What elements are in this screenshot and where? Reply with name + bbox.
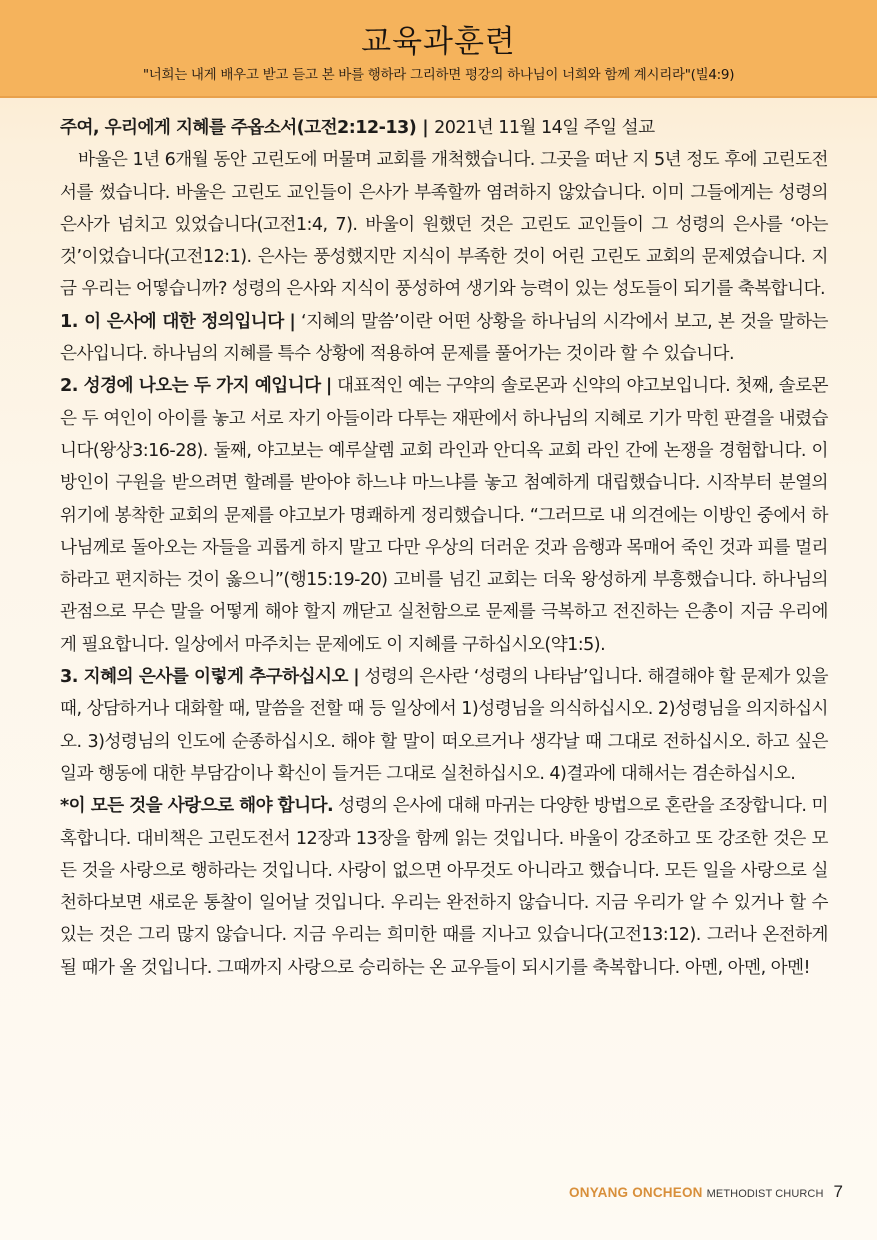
sermon-date: 2021년 11월 14일 주일 설교 bbox=[434, 118, 655, 138]
section-2-body: 대표적인 예는 구약의 솔로몬과 신약의 야고보입니다. 첫째, 솔로몬은 두 여인이 아이를 놓고 서로 자기 아들이라 다투는 재판에서 하나님의 지혜로 기가 막힌 판결을 내렸습니다(왕상3:16-28). 둘째, 야고보는 예루살렘 교회 라인과 안디옥 교회 라인 간에 논쟁을 경험합니다. 이방인이 구원을 받으려면 할례를 받아야 하느냐 마느냐를 놓고 첨예하게 대립했습니다. 시작부터 분열의 위기에 봉착한 교회의 문제를 야고보가 명쾌하게 정리했습니다. “그러므로 내 의견에는 이방인 중에서 하나님께로 돌아오는 자들을 괴롭게 하지 말고 다만 우상의 더러운 것과 음행과 목매어 죽인 것과 피를 멀리하라고 편지하는 것이 옳으니”(행15:19-20) 고비를 넘긴 교회는 더욱 왕성하게 부흥했습니다. 하나님의 관점으로 무슨 말을 어떻게 해야 할지 깨닫고 실천함으로 문제를 극복하고 전진하는 은총이 지금 우리에게 필요합니다. 일상에서 마주치는 문제에도 이 지혜를 구하십시오(약1:5). bbox=[60, 376, 828, 655]
section-2-separator: | bbox=[325, 376, 332, 397]
section-3-body: 성령의 은사란 ‘성령의 나타남’입니다. 해결해야 할 문제가 있을 때, 상담하거나 대화할 때, 말씀을 전할 때 등 일상에서 1)성령님을 의식하십시오. 2)성령님을 의지하십시오. 3)성령님의 인도에 순종하십시오. 해야 할 말이 떠오르거나 생각날 때 그대로 전하십시오. 하고 싶은 일과 행동에 대한 부담감이나 확신이 들거든 그대로 실천하십시오. 4)결과에 대해서는 겸손하십시오. bbox=[60, 667, 828, 784]
church-subtitle: METHODIST CHURCH bbox=[706, 1188, 824, 1200]
section-2 bbox=[60, 370, 828, 661]
section-1-heading: 1. 이 은사에 대한 정의입니다 bbox=[60, 311, 284, 332]
sermon-heading: 주여, 우리에게 지혜를 주옵소서(고전2:12-13) bbox=[60, 118, 417, 138]
section-4-heading: *이 모든 것을 사랑으로 해야 합니다. bbox=[60, 796, 334, 817]
section-3 bbox=[60, 661, 828, 790]
section-3-separator: | bbox=[353, 667, 360, 688]
church-name: ONYANG ONCHEON bbox=[569, 1185, 703, 1200]
section-1 bbox=[60, 306, 828, 371]
section-4 bbox=[60, 790, 828, 984]
section-2-heading: 2. 성경에 나오는 두 가지 예입니다 bbox=[60, 376, 321, 397]
page-number: 7 bbox=[833, 1182, 843, 1201]
section-3-heading: 3. 지혜의 은사를 이렇게 추구하십시오 bbox=[60, 667, 348, 688]
sermon-content bbox=[60, 112, 828, 984]
header-verse: "너희는 내게 배우고 받고 듣고 본 바를 행하라 그리하면 평강의 하나님이 너희와 함께 계시리라"(빌4:9) bbox=[142, 67, 735, 83]
section-1-separator: | bbox=[289, 311, 296, 332]
sermon-title-line bbox=[60, 112, 828, 144]
sermon-intro: 바울은 1년 6개월 동안 고린도에 머물며 교회를 개척했습니다. 그곳을 떠난 지 5년 정도 후에 고린도전서를 썼습니다. 바울은 고린도 교인들이 은사가 부족할까 염려하지 않았습니다. 이미 그들에게는 성령의 은사가 넘치고 있었습니다(고전1:4, 7). 바울이 원했던 것은 고린도 교인들이 그 성령의 은사를 ‘아는 것’이었습니다(고전12:1). 은사는 풍성했지만 지식이 부족한 것이 어린 고린도 교회의 문제였습니다. 지금 우리는 어떻습니까? 성령의 은사와 지식이 풍성하여 생기와 능력이 있는 성도들이 되기를 축복합니다. bbox=[60, 150, 828, 300]
page-footer bbox=[569, 1182, 843, 1208]
heading-separator: | bbox=[422, 118, 429, 138]
section-4-body: 성령의 은사에 대해 마귀는 다양한 방법으로 혼란을 조장합니다. 미혹합니다. 대비책은 고린도전서 12장과 13장을 함께 읽는 것입니다. 바울이 강조하고 또 강조한 것은 모든 것을 사랑으로 행하라는 것입니다. 사랑이 없으면 아무것도 아니라고 했습니다. 모든 일을 사랑으로 실천하다보면 새로운 통찰이 일어날 것입니다. 우리는 완전하지 않습니다. 지금 우리가 알 수 있거나 할 수 있는 것은 그리 많지 않습니다. 지금 우리는 희미한 때를 지나고 있습니다(고전13:12). 그러나 온전하게 될 때가 올 것입니다. 그때까지 사랑으로 승리하는 온 교우들이 되시기를 축복합니다. 아멘, 아멘, 아멘! bbox=[60, 796, 828, 978]
page-title: 교육과훈련 bbox=[361, 24, 516, 60]
page-header bbox=[0, 0, 877, 98]
section-1-body: ‘지혜의 말씀’이란 어떤 상황을 하나님의 시각에서 보고, 본 것을 말하는 은사입니다. 하나님의 지혜를 특수 상황에 적용하여 문제를 풀어가는 것이라 할 수 있습니다. bbox=[60, 311, 829, 365]
